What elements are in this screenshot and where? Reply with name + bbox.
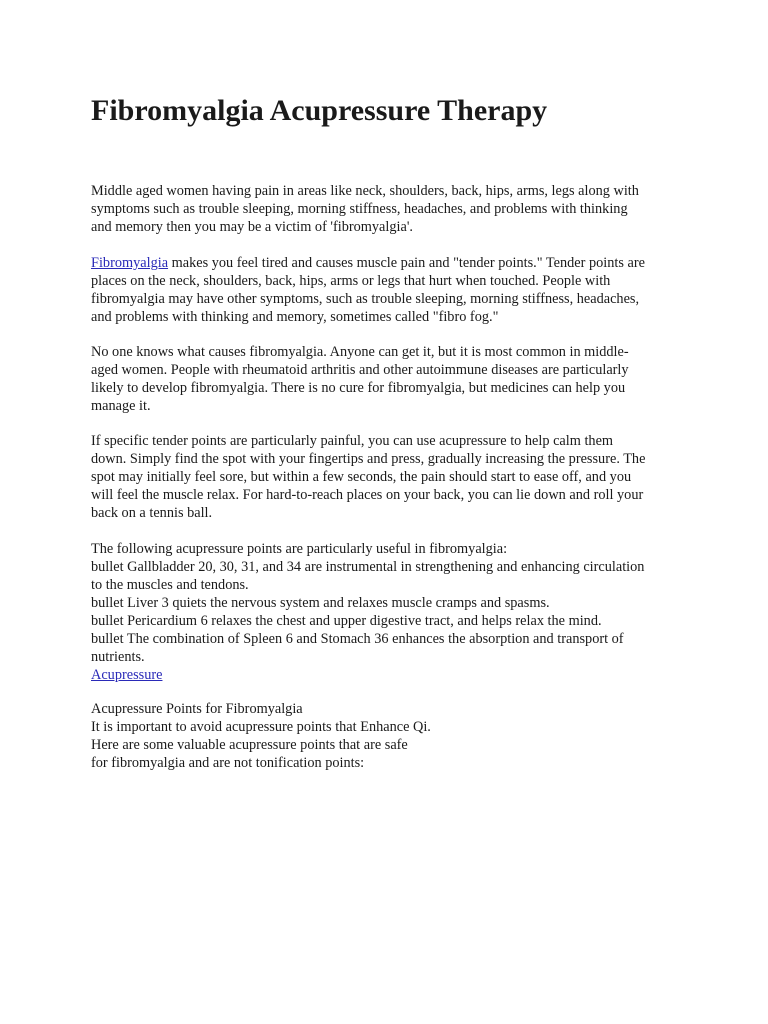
causes-line: manage it. xyxy=(91,398,151,414)
page-title: Fibromyalgia Acupressure Therapy xyxy=(91,94,548,127)
technique-line: back on a tennis ball. xyxy=(91,505,213,521)
points-list-item: bullet Liver 3 quiets the nervous system and relaxes muscle cramps and spasms. xyxy=(91,595,550,611)
safe-points-paragraph xyxy=(91,700,691,772)
safe-points-heading: Acupressure Points for Fibromyalgia xyxy=(91,701,303,717)
points-list xyxy=(91,540,691,684)
points-intro: The following acupressure points are particularly useful in fibromyalgia: xyxy=(91,541,508,557)
points-list-item: bullet Pericardium 6 relaxes the chest and upper digestive tract, and helps relax the mind. xyxy=(91,613,602,629)
points-list-item: to the muscles and tendons. xyxy=(91,577,249,593)
causes-line: No one knows what causes fibromyalgia. Anyone can get it, but it is most common in middle- xyxy=(91,344,629,360)
technique-line: down. Simply find the spot with your fingertips and press, gradually increasing the pressure. The xyxy=(91,451,646,467)
fibromyalgia-line: places on the neck, shoulders, back, hips, arms or legs that hurt when touched. People with xyxy=(91,273,611,289)
points-list-item: nutrients. xyxy=(91,649,145,665)
fibromyalgia-first-line xyxy=(91,254,691,272)
causes-line: aged women. People with rheumatoid arthritis and other autoimmune diseases are particularly xyxy=(91,362,629,378)
points-list-item: bullet Gallbladder 20, 30, 31, and 34 are instrumental in strengthening and enhancing circulation xyxy=(91,559,645,575)
technique-paragraph xyxy=(91,432,691,522)
causes-line: likely to develop fibromyalgia. There is no cure for fibromyalgia, but medicines can help you xyxy=(91,380,626,396)
acupressure-link[interactable]: Acupressure xyxy=(91,667,163,683)
points-list-item: bullet The combination of Spleen 6 and Stomach 36 enhances the absorption and transport of xyxy=(91,631,624,647)
safe-points-line: for fibromyalgia and are not tonification points: xyxy=(91,755,365,771)
technique-line: will feel the muscle relax. For hard-to-reach places on your back, you can lie down and roll your xyxy=(91,487,644,503)
fibromyalgia-first-line-text: makes you feel tired and causes muscle pain and "tender points." Tender points are xyxy=(168,255,645,271)
intro-line: Middle aged women having pain in areas like neck, shoulders, back, hips, arms, legs along with xyxy=(91,183,639,199)
safe-points-line: Here are some valuable acupressure points that are safe xyxy=(91,737,408,753)
fibromyalgia-line: fibromyalgia may have other symptoms, such as trouble sleeping, morning stiffness, headaches, xyxy=(91,291,640,307)
intro-line: and memory then you may be a victim of 'fibromyalgia'. xyxy=(91,219,413,235)
intro-line: symptoms such as trouble sleeping, morning stiffness, headaches, and problems with thinking xyxy=(91,201,628,217)
technique-line: spot may initially feel sore, but within a few seconds, the pain should start to ease off, and you xyxy=(91,469,632,485)
acupressure-link-line xyxy=(91,666,691,684)
fibromyalgia-link[interactable]: Fibromyalgia xyxy=(91,255,169,271)
fibromyalgia-paragraph xyxy=(91,254,691,326)
safe-points-line: It is important to avoid acupressure points that Enhance Qi. xyxy=(91,719,431,735)
causes-paragraph xyxy=(91,343,691,415)
intro-paragraph xyxy=(91,182,691,236)
technique-line: If specific tender points are particularly painful, you can use acupressure to help calm them xyxy=(91,433,614,449)
fibromyalgia-line: and problems with thinking and memory, sometimes called "fibro fog." xyxy=(91,309,499,325)
